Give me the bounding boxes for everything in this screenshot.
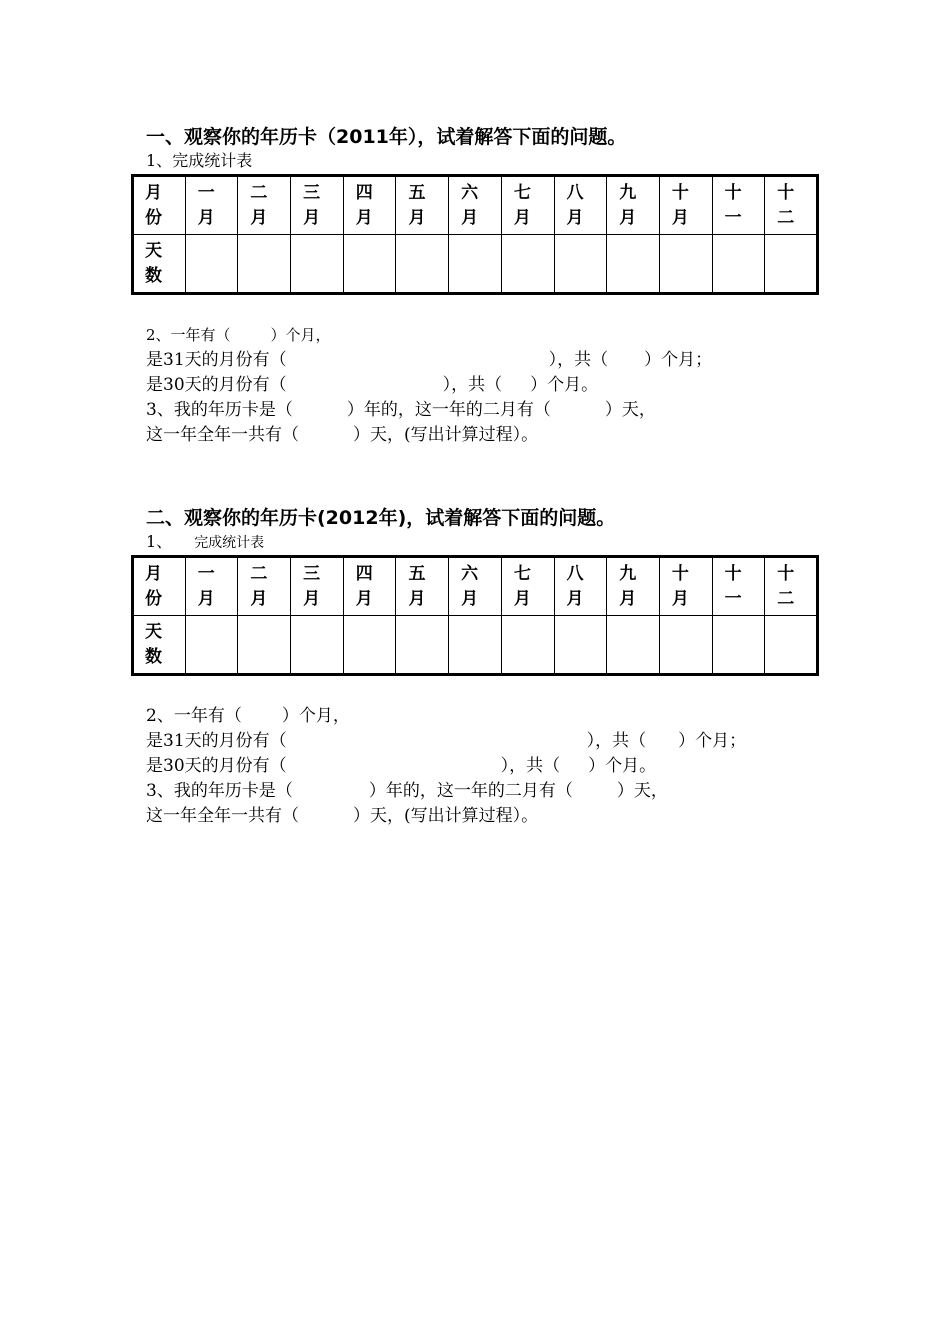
- question-months-count: 2、一年有（ ）个月，: [146, 706, 350, 726]
- month-header-cell: 三 月: [291, 176, 344, 235]
- days-row: [133, 235, 818, 294]
- days-entry-cell[interactable]: [765, 616, 818, 675]
- days-label-cell: 天 数: [133, 235, 186, 294]
- section-heading: 一、观察你的年历卡（2011年），试着解答下面的问题。: [146, 126, 627, 148]
- month-row: [133, 176, 818, 235]
- month-header-cell: 九 月: [607, 176, 660, 235]
- section-heading: 二、观察你的年历卡(2012年)，试着解答下面的问题。: [146, 507, 616, 529]
- days-entry-cell[interactable]: [712, 235, 765, 294]
- month-header-cell: 五 月: [396, 176, 449, 235]
- days-label-cell: 天 数: [133, 616, 186, 675]
- month-header-cell: 八 月: [554, 176, 607, 235]
- days-entry-cell[interactable]: [396, 616, 449, 675]
- days-entry-cell[interactable]: [659, 235, 712, 294]
- question-months-count: 2、一年有（ ）个月，: [146, 326, 331, 344]
- table-caption: [146, 531, 826, 553]
- month-row: [133, 557, 818, 616]
- month-header-cell: 二 月: [238, 176, 291, 235]
- month-header-cell: 四 月: [343, 557, 396, 616]
- section-2011: [146, 124, 826, 448]
- question-31-day-months: 是31天的月份有（ ），共（ ）个月；: [146, 731, 747, 751]
- question-30-day-months: 是30天的月份有（ ），共（ ）个月。: [146, 375, 599, 395]
- table-caption: [146, 150, 826, 172]
- question-total-days: 这一年全年一共有（ ）天，(写出计算过程）。: [146, 425, 539, 445]
- days-entry-cell[interactable]: [449, 616, 502, 675]
- month-header-cell: 七 月: [501, 176, 554, 235]
- stats-table: [131, 174, 819, 295]
- month-header-cell: 十 一: [712, 557, 765, 616]
- month-header-cell: 十 二: [765, 176, 818, 235]
- question-31-day-months: 是31天的月份有（ ），共（ ）个月；: [146, 350, 713, 370]
- month-header-cell: 一 月: [185, 557, 238, 616]
- month-header-cell: 三 月: [291, 557, 344, 616]
- caption-number: 1、: [146, 151, 173, 170]
- question-calendar-year: 3、我的年历卡是（ ）年的，这一年的二月有（ ）天，: [146, 781, 668, 801]
- month-header-cell: 九 月: [607, 557, 660, 616]
- month-header-cell: 五 月: [396, 557, 449, 616]
- month-header-cell: 八 月: [554, 557, 607, 616]
- days-entry-cell[interactable]: [554, 616, 607, 675]
- month-header-cell: 六 月: [449, 557, 502, 616]
- days-entry-cell[interactable]: [449, 235, 502, 294]
- question-calendar-year: 3、我的年历卡是（ ）年的，这一年的二月有（ ）天，: [146, 400, 656, 420]
- month-header-cell: 二 月: [238, 557, 291, 616]
- question-total-days: 这一年全年一共有（ ）天，(写出计算过程）。: [146, 806, 539, 826]
- days-entry-cell[interactable]: [712, 616, 765, 675]
- caption-text: 完成统计表: [194, 535, 265, 551]
- questions-block: [146, 704, 826, 829]
- days-entry-cell[interactable]: [501, 616, 554, 675]
- caption-text: 完成统计表: [172, 151, 253, 170]
- month-header-cell: 六 月: [449, 176, 502, 235]
- days-entry-cell[interactable]: [659, 616, 712, 675]
- month-header-cell: 十 月: [659, 176, 712, 235]
- caption-number: 1、: [146, 532, 173, 551]
- month-header-cell: 七 月: [501, 557, 554, 616]
- month-label-cell: 月 份: [133, 557, 186, 616]
- month-header-cell: 四 月: [343, 176, 396, 235]
- days-entry-cell[interactable]: [501, 235, 554, 294]
- month-header-cell: 十 月: [659, 557, 712, 616]
- days-row: [133, 616, 818, 675]
- days-entry-cell[interactable]: [765, 235, 818, 294]
- month-header-cell: 一 月: [185, 176, 238, 235]
- month-header-cell: 十 二: [765, 557, 818, 616]
- days-entry-cell[interactable]: [238, 235, 291, 294]
- days-entry-cell[interactable]: [185, 616, 238, 675]
- days-entry-cell[interactable]: [343, 616, 396, 675]
- question-30-day-months: 是30天的月份有（ ），共（ ）个月。: [146, 756, 657, 776]
- section-2012: [146, 505, 826, 829]
- days-entry-cell[interactable]: [185, 235, 238, 294]
- days-entry-cell[interactable]: [607, 235, 660, 294]
- month-header-cell: 十 一: [712, 176, 765, 235]
- days-entry-cell[interactable]: [238, 616, 291, 675]
- stats-table: [131, 555, 819, 676]
- days-entry-cell[interactable]: [291, 235, 344, 294]
- questions-block: [146, 323, 826, 448]
- days-entry-cell[interactable]: [607, 616, 660, 675]
- days-entry-cell[interactable]: [396, 235, 449, 294]
- month-label-cell: 月 份: [133, 176, 186, 235]
- days-entry-cell[interactable]: [343, 235, 396, 294]
- days-entry-cell[interactable]: [554, 235, 607, 294]
- days-entry-cell[interactable]: [291, 616, 344, 675]
